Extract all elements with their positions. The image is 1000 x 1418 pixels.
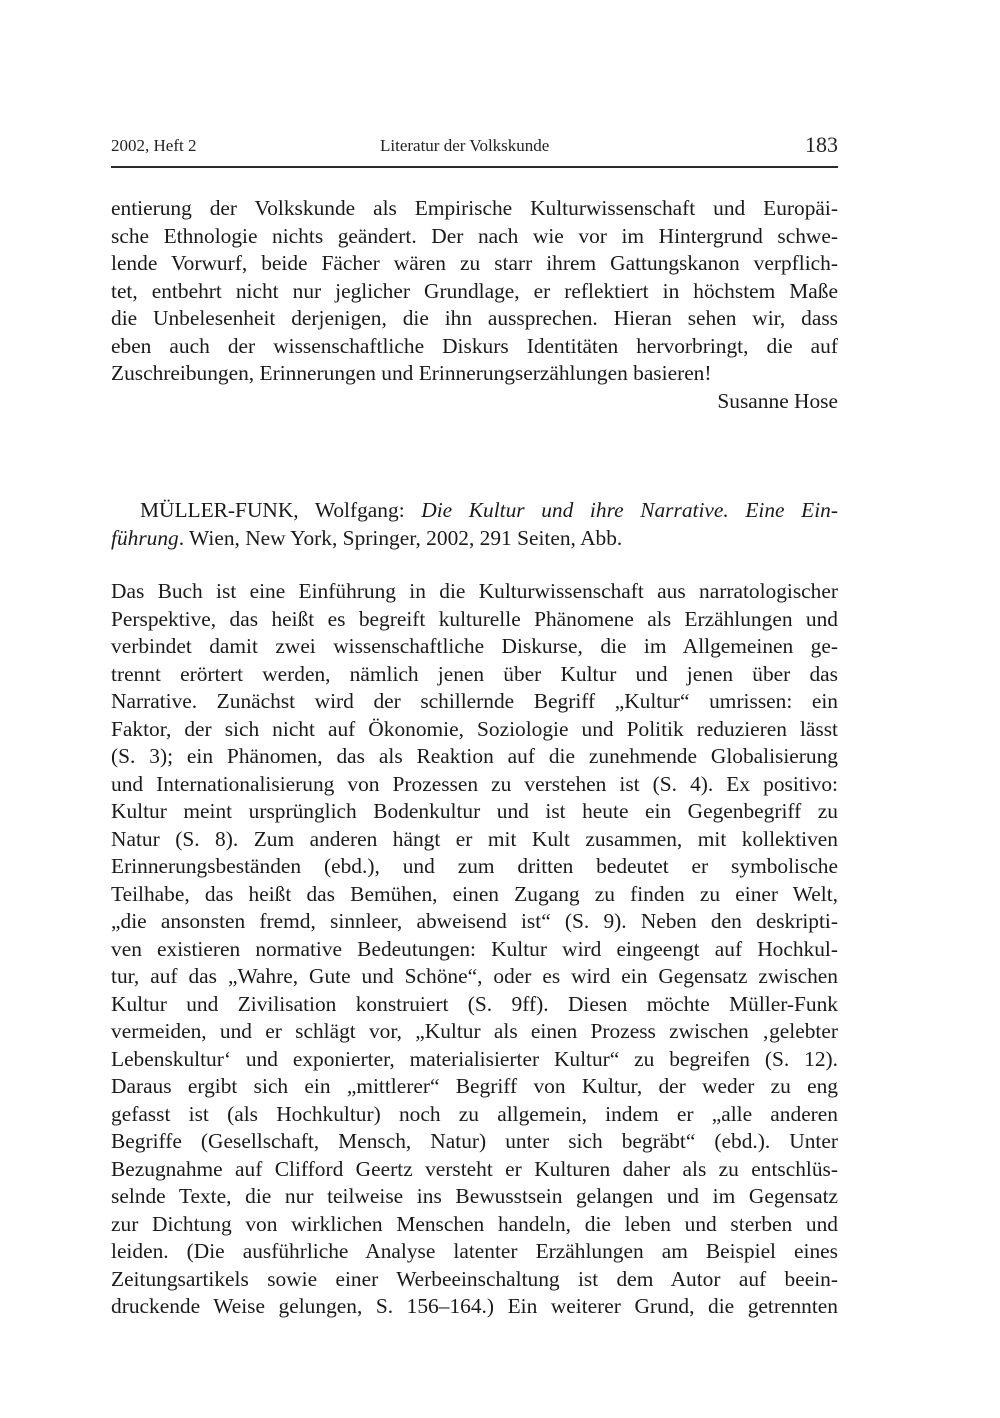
header-rule — [111, 166, 838, 168]
text-line: ven existieren normative Bedeutungen: Kultur wird eingeengt auf Hochkul- — [111, 936, 838, 961]
review-body — [111, 578, 838, 1321]
text-line: lende Vorwurf, beide Fächer wären zu starr ihrem Gattungskanon verpflich- — [111, 251, 838, 275]
running-head — [111, 134, 838, 160]
text-line: Natur (S. 8). Zum anderen hängt er mit Kult zusammen, mit kollektiven — [111, 826, 838, 851]
text-line: druckende Weise gelungen, S. 156–164.) Ein weiterer Grund, die getrennten — [111, 1294, 838, 1318]
text-line: und Internationalisierung von Prozessen zu verstehen ist (S. 4). Ex positivo: — [111, 771, 838, 796]
citation-title-continued: führung — [111, 525, 179, 550]
citation-author: MÜLLER-FUNK, Wolfgang: — [140, 498, 422, 522]
text-line: eben auch der wissenschaftliche Diskurs Identitäten hervorbringt, die auf — [111, 333, 838, 358]
text-line: vermeiden, und er schlägt vor, „Kultur als einen Prozess zwischen ‚gelebter — [111, 1019, 838, 1043]
text-line: Faktor, der sich nicht auf Ökonomie, Soziologie und Politik reduzieren lässt — [111, 716, 838, 741]
text-line: Zeitungsartikels sowie einer Werbeeinschaltung ist dem Autor auf beein- — [111, 1266, 838, 1291]
text-line: Begriffe (Gesellschaft, Mensch, Natur) unter sich begräbt“ (ebd.). Unter — [111, 1129, 838, 1153]
text-line: (S. 3); ein Phänomen, das als Reaktion auf die zunehmende Globalisierung — [111, 744, 838, 768]
issue-label: 2002, Heft 2 — [111, 136, 197, 155]
text-line: sche Ethnologie nichts geändert. Der nach wie vor im Hintergrund schwe- — [111, 223, 838, 248]
reviewer-signature: Susanne Hose — [717, 388, 838, 413]
text-line: zur Dichtung von wirklichen Menschen handeln, die leben und sterben und — [111, 1211, 838, 1236]
citation-title: Die Kultur und ihre Narrative. Eine Ein- — [421, 498, 838, 522]
citation-line-1 — [111, 497, 838, 525]
text-line: Daraus ergibt sich ein „mittlerer“ Begriff von Kultur, der weder zu eng — [111, 1074, 838, 1098]
text-line: trennt erörtert werden, nämlich jenen über Kultur und jenen über das — [111, 661, 838, 686]
citation-publication: . Wien, New York, Springer, 2002, 291 Seiten, Abb. — [178, 525, 623, 550]
text-line: tur, auf das „Wahre, Gute und Schöne“, oder es wird ein Gegensatz zwischen — [111, 964, 838, 988]
text-line: selnde Texte, die nur teilweise ins Bewusstsein gelangen und im Gegensatz — [111, 1184, 838, 1208]
text-line: Narrative. Zunächst wird der schillernde Begriff „Kultur“ umrissen: ein — [111, 689, 838, 713]
text-line: Teilhabe, das heißt das Bemühen, einen Zugang zu finden zu einer Welt, — [111, 881, 838, 906]
text-line: „die ansonsten fremd, sinnleer, abweisend ist“ (S. 9). Neben den deskripti- — [111, 909, 838, 933]
text-line: verbindet damit zwei wissenschaftliche Diskurse, die im Allgemeinen ge- — [111, 634, 838, 658]
text-line: Zuschreibungen, Erinnerungen und Erinnerungserzählungen basieren! — [111, 361, 712, 385]
text-line: Kultur und Zivilisation konstruiert (S. 9ff). Diesen möchte Müller-Funk — [111, 991, 838, 1016]
text-line: leiden. (Die ausführliche Analyse latenter Erzählungen am Beispiel eines — [111, 1239, 838, 1263]
page-number: 183 — [805, 132, 838, 157]
book-citation — [111, 497, 838, 552]
previous-review-text — [111, 195, 838, 415]
citation-line-2 — [111, 525, 838, 553]
text-line: gefasst ist (als Hochkultur) noch zu allgemein, indem er „alle anderen — [111, 1101, 838, 1126]
text-line: entierung der Volkskunde als Empirische Kulturwissenschaft und Europäi- — [111, 196, 838, 220]
text-line: Erinnerungsbeständen (ebd.), und zum dritten bedeutet er symbolische — [111, 854, 838, 878]
text-line: Perspektive, das heißt es begreift kulturelle Phänomene als Erzählungen und — [111, 606, 838, 631]
text-line: tet, entbehrt nicht nur jeglicher Grundlage, er reflektiert in höchstem Maße — [111, 278, 838, 303]
text-line: Bezugnahme auf Clifford Geertz versteht er Kulturen daher als zu entschlüs- — [111, 1156, 838, 1181]
section-title: Literatur der Volkskunde — [380, 136, 550, 155]
text-line: die Unbelesenheit derjenigen, die ihn aussprechen. Hieran sehen wir, dass — [111, 306, 838, 330]
text-line: Kultur meint ursprünglich Bodenkultur und ist heute ein Gegenbegriff zu — [111, 799, 838, 823]
text-line: Das Buch ist eine Einführung in die Kulturwissenschaft aus narratologischer — [111, 579, 838, 603]
text-line: Lebenskultur‘ und exponierter, materialisierter Kultur“ zu begreifen (S. 12). — [111, 1046, 838, 1071]
